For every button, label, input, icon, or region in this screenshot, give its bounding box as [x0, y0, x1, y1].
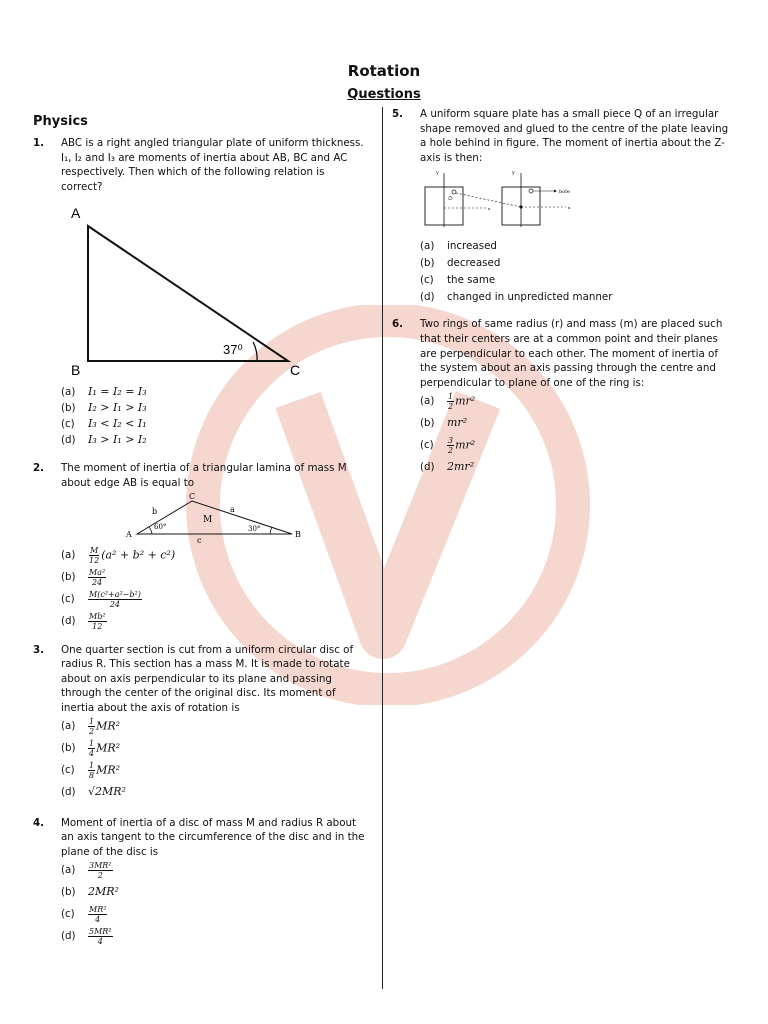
- option-b[interactable]: (b) $\frac{1}{4}$ MR²: [61, 739, 121, 759]
- option-c[interactable]: (c) $\frac{1}{8}$ MR²: [61, 761, 121, 781]
- option-d[interactable]: (d) I₃ > I₁ > I₂: [61, 433, 147, 447]
- question-4: [33, 816, 369, 948]
- question-text: Two rings of same radius (r) and mass (m) are placed such that their centers are at a common point and their planes are perpendicular to each other. The moment of inertia of the system about an axis passing through the centre and perpendicular to plane of one of the ring is:: [420, 318, 723, 389]
- question-number: 2.: [33, 462, 45, 475]
- question-text: One quarter section is cut from a uniform circular disc of radius R. This section has a mass M. It is made to rotate about on axis perpendicular to its plane and passing through the center of the original disc. Its moment of inertia about the axis of rotation is: [61, 643, 354, 714]
- question-number: 4.: [33, 816, 45, 829]
- options-list: [61, 384, 369, 448]
- angle-60-arc: [149, 527, 152, 534]
- label-mass: M: [203, 514, 213, 525]
- angle-30-arc: [270, 527, 272, 534]
- label-side-c: c: [197, 535, 202, 543]
- question-text: Moment of inertia of a disc of mass M and radius R about an axis tangent to the circumference of the disc and in the plane of the disc is: [61, 816, 365, 858]
- question-6: [392, 317, 732, 478]
- page-title: Rotation: [347, 62, 421, 80]
- option-d[interactable]: (d) 2mr²: [420, 460, 475, 474]
- question-5: [392, 107, 732, 305]
- y-axis-label-1: y: [436, 170, 439, 177]
- figure-angle-label: 37⁰: [223, 342, 243, 358]
- label-side-b: b: [152, 506, 158, 516]
- option-a[interactable]: (a) $\frac{1}{2}$ mr²: [420, 391, 476, 411]
- subject-heading: Physics: [33, 114, 88, 129]
- y-axis-label-2: y: [512, 170, 515, 177]
- figure-label-b: B: [71, 362, 81, 379]
- option-c[interactable]: (c) $\frac{\text{M(c²+a²−b²)}}{24}$: [61, 590, 141, 610]
- question-number: 5.: [392, 108, 404, 120]
- label-angle-60: 60°: [154, 522, 167, 531]
- label-c: C: [189, 491, 196, 501]
- question-text: ABC is a right angled triangular plate of uniform thickness. I₁, I₂ and I₃ are moments of inertia about AB, BC and AC respectively. Then which of the following relation is correct?: [61, 137, 364, 193]
- left-column: [33, 114, 369, 947]
- option-b[interactable]: (b) mr²: [420, 416, 468, 430]
- option-b[interactable]: (b) $\frac{\text{Ma²}}{24}$: [61, 568, 106, 588]
- question-1: [33, 136, 369, 448]
- options-list: [61, 716, 369, 804]
- piece-q: [452, 190, 456, 194]
- option-b[interactable]: (b) 2MR²: [61, 885, 119, 899]
- question-number: 1.: [33, 137, 45, 149]
- hole: [529, 189, 533, 193]
- label-angle-30: 30°: [248, 524, 261, 533]
- option-b[interactable]: (b) I₂ > I₁ > I₃: [61, 401, 147, 415]
- triangle-abc-figure: [69, 202, 319, 378]
- label-a: A: [126, 529, 132, 539]
- question-number: 6.: [392, 318, 404, 331]
- transfer-line: [456, 193, 521, 207]
- option-c[interactable]: (c) the same: [420, 273, 496, 286]
- triangle-lamina-figure: [125, 491, 325, 543]
- question-number: 3.: [33, 643, 45, 656]
- option-d[interactable]: (d) √2MR²: [61, 785, 126, 799]
- options-list: [420, 390, 732, 478]
- option-a[interactable]: (a) increased: [420, 239, 497, 252]
- options-list: [61, 545, 369, 633]
- figure-label-a: A: [71, 205, 81, 222]
- label-side-a: a: [230, 504, 235, 514]
- question-2: [33, 461, 369, 632]
- column-divider: [382, 107, 383, 989]
- right-column: [392, 107, 732, 478]
- figure-label-c: C: [290, 362, 301, 379]
- label-b: B: [295, 529, 301, 539]
- q-label: Q: [447, 195, 455, 202]
- triangle-shape: [88, 226, 288, 361]
- option-c[interactable]: (c) I₃ < I₂ < I₁: [61, 417, 147, 431]
- options-list: [420, 237, 732, 305]
- x-axis-label-1: x: [488, 206, 491, 212]
- hole-label: hole: [559, 189, 570, 196]
- option-d[interactable]: (d) changed in unpredicted manner: [420, 290, 613, 303]
- x-axis-label-2: x: [568, 205, 571, 211]
- square-plate-figure: [420, 169, 580, 235]
- question-3: [33, 643, 369, 804]
- hole-arrowhead: [554, 190, 557, 193]
- page-subtitle: Questions: [347, 87, 421, 102]
- angle-arc: [253, 342, 257, 361]
- option-b[interactable]: (b) decreased: [420, 256, 501, 269]
- option-a[interactable]: (a) I₁ = I₂ = I₃: [61, 385, 147, 399]
- option-d[interactable]: (d) $\frac{\text{Mb²}}{12}$: [61, 612, 106, 632]
- option-d[interactable]: (d) $\frac{\text{5MR²}}{4}$: [61, 926, 112, 946]
- question-text: The moment of inertia of a triangular lamina of mass M about edge AB is equal to: [61, 462, 347, 489]
- option-a[interactable]: (a) $\frac{1}{2}$ MR²: [61, 717, 121, 737]
- option-a[interactable]: (a) $\frac{M}{12}$ (a² + b² + c²): [61, 546, 176, 566]
- option-c[interactable]: (c) $\frac{3}{2}$ mr²: [420, 435, 476, 455]
- options-list: [61, 859, 369, 947]
- option-c[interactable]: (c) $\frac{\text{MR²}}{4}$: [61, 904, 107, 924]
- option-a[interactable]: (a) $\frac{\text{3MR²}}{2}$: [61, 860, 112, 880]
- question-text: A uniform square plate has a small piece Q of an irregular shape removed and glued to the centre of the plate leaving a hole behind in figure. The moment of inertia about the Z-axis is then:: [420, 108, 729, 164]
